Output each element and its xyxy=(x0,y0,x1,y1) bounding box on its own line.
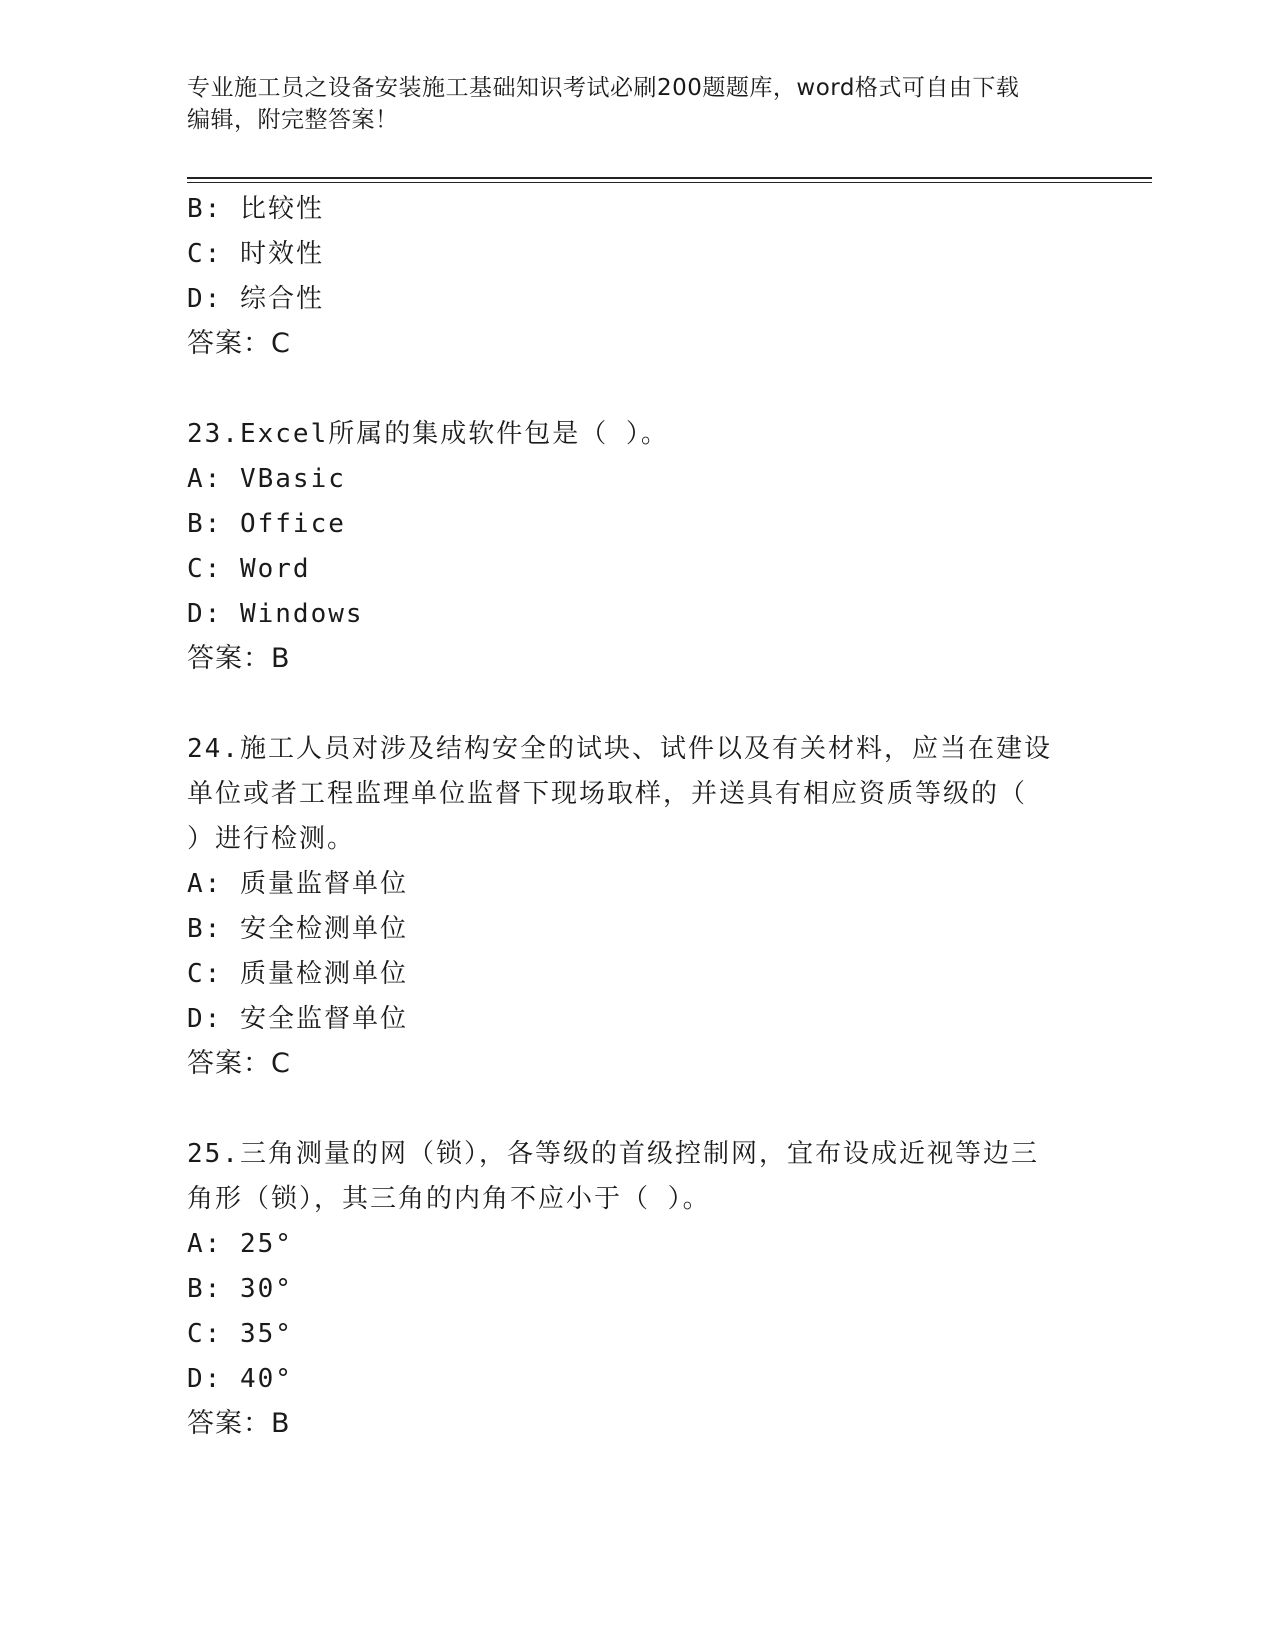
q24-answer: 答案：C xyxy=(187,1048,291,1079)
q24-option-d: D: 安全监督单位 xyxy=(187,1004,408,1034)
q25-option-a: A: 25° xyxy=(187,1229,293,1259)
q25-answer: 答案：B xyxy=(187,1408,291,1439)
q24-option-a: A: 质量监督单位 xyxy=(187,869,408,899)
q22-answer: 答案：C xyxy=(187,328,291,359)
q23-option-b: B: Office xyxy=(187,509,346,539)
q25-option-b: B: 30° xyxy=(187,1274,293,1304)
q23-question: 23.Excel所属的集成软件包是（ ）。 xyxy=(187,419,669,449)
q25-option-c: C: 35° xyxy=(187,1319,293,1349)
q23-answer: 答案：B xyxy=(187,643,291,674)
q23-option-a: A: VBasic xyxy=(187,464,346,494)
q25-question-line-1: 25.三角测量的网（锁），各等级的首级控制网，宜布设成近视等边三 xyxy=(187,1139,1039,1169)
q22-option-c: C: 时效性 xyxy=(187,239,324,269)
q24-question-line-2: 单位或者工程监理单位监督下现场取样，并送具有相应资质等级的（ xyxy=(187,779,1028,809)
q24-question-line-1: 24.施工人员对涉及结构安全的试块、试件以及有关材料，应当在建设 xyxy=(187,734,1052,764)
header-divider-thin xyxy=(187,182,1152,183)
q25-question-line-2: 角形（锁），其三角的内角不应小于（ ）。 xyxy=(187,1184,711,1214)
document-header xyxy=(187,72,1067,136)
header-line-1: 专业施工员之设备安装施工基础知识考试必刷200题题库，word格式可自由下载 xyxy=(187,75,1020,101)
q23-option-c: C: Word xyxy=(187,554,311,584)
q24-option-c: C: 质量检测单位 xyxy=(187,959,408,989)
q25-option-d: D: 40° xyxy=(187,1364,293,1394)
q24-question-line-3: ）进行检测。 xyxy=(187,824,356,854)
q22-option-d: D: 综合性 xyxy=(187,284,324,314)
header-line-2: 编辑，附完整答案！ xyxy=(187,107,399,133)
q24-option-b: B: 安全检测单位 xyxy=(187,914,408,944)
q22-option-b: B: 比较性 xyxy=(187,194,324,224)
header-divider-thick xyxy=(187,177,1152,179)
q23-option-d: D: Windows xyxy=(187,599,364,629)
